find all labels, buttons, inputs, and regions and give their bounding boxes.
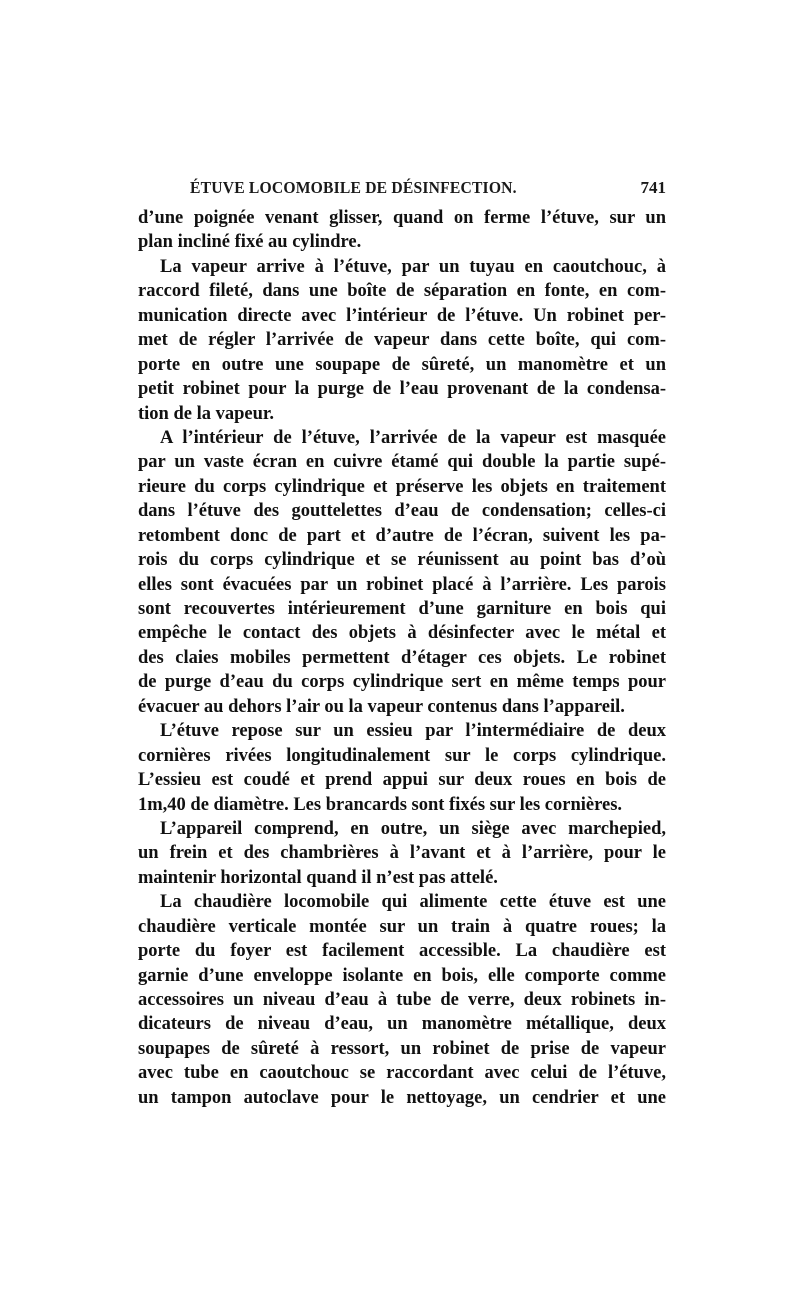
text-line: porte en outre une soupape de sûreté, un manomètre et un [138, 354, 666, 375]
text-line: avec tube en caoutchouc se raccordant avec celui de l’étuve, [138, 1063, 666, 1084]
text-line: de purge d’eau du corps cylindrique sert en même temps pour [138, 672, 666, 693]
text-line: cornières rivées longitudinalement sur le corps cylindrique. [138, 745, 666, 766]
text-line: accessoires un niveau d’eau à tube de verre, deux robinets in- [138, 990, 666, 1010]
book-page [138, 178, 666, 1110]
text-line: A l’intérieur de l’étuve, l’arrivée de la vapeur est masquée [160, 427, 666, 448]
text-line: 1m,40 de diamètre. Les brancards sont fixés sur les cornières. [138, 794, 623, 815]
running-header [138, 178, 666, 202]
text-line: plan incliné fixé au cylindre. [138, 232, 362, 253]
text-line: La vapeur arrive à l’étuve, par un tuyau en caoutchouc, à [160, 256, 666, 277]
page-number: 741 [640, 178, 666, 197]
text-line: maintenir horizontal quand il n’est pas attelé. [138, 867, 498, 888]
text-line: L’essieu est coudé et prend appui sur deux roues en bois de [138, 770, 666, 791]
text-line: évacuer au dehors l’air ou la vapeur contenus dans l’appareil. [138, 696, 625, 717]
text-line: La chaudière locomobile qui alimente cette étuve est une [160, 892, 666, 913]
running-title: ÉTUVE LOCOMOBILE DE DÉSINFECTION. [190, 178, 517, 197]
text-line: met de régler l’arrivée de vapeur dans cette boîte, qui com- [138, 330, 666, 351]
body-text [138, 206, 666, 1110]
text-line: rieure du corps cylindrique et préserve les objets en traitement [138, 476, 666, 497]
text-line: L’étuve repose sur un essieu par l’intermédiaire de deux [160, 721, 666, 742]
text-line: empêche le contact des objets à désinfecter avec le métal et [138, 623, 666, 644]
text-line: par un vaste écran en cuivre étamé qui double la partie supé- [138, 452, 666, 473]
text-line: dicateurs de niveau d’eau, un manomètre métallique, deux [138, 1014, 666, 1035]
text-line: elles sont évacuées par un robinet placé à l’arrière. Les parois [138, 574, 666, 595]
text-line: dans l’étuve des gouttelettes d’eau de condensation; celles-ci [138, 501, 666, 522]
text-line: petit robinet pour la purge de l’eau provenant de la condensa- [138, 379, 666, 400]
text-line: chaudière verticale montée sur un train à quatre roues; la [138, 916, 666, 937]
text-line: sont recouvertes intérieurement d’une garniture en bois qui [138, 599, 666, 619]
text-line: tion de la vapeur. [138, 403, 275, 424]
text-line: L’appareil comprend, en outre, un siège avec marchepied, [160, 818, 666, 839]
text-line: raccord fileté, dans une boîte de séparation en fonte, en com- [138, 281, 666, 302]
text-line: d’une poignée venant glisser, quand on ferme l’étuve, sur un [138, 208, 666, 228]
text-line: porte du foyer est facilement accessible. La chaudière est [138, 941, 666, 962]
text-line: garnie d’une enveloppe isolante en bois, elle comporte comme [138, 965, 666, 986]
text-line: munication directe avec l’intérieur de l’étuve. Un robinet per- [138, 305, 666, 326]
text-line: un tampon autoclave pour le nettoyage, un cendrier et une [138, 1087, 666, 1108]
text-line: un frein et des chambrières à l’avant et à l’arrière, pour le [138, 843, 666, 864]
text-line: retombent donc de part et d’autre de l’écran, suivent les pa- [138, 525, 666, 546]
text-line: rois du corps cylindrique et se réunissent au point bas d’où [138, 550, 666, 571]
text-line: des claies mobiles permettent d’étager ces objets. Le robinet [138, 647, 666, 668]
text-line: soupapes de sûreté à ressort, un robinet de prise de vapeur [138, 1038, 666, 1059]
